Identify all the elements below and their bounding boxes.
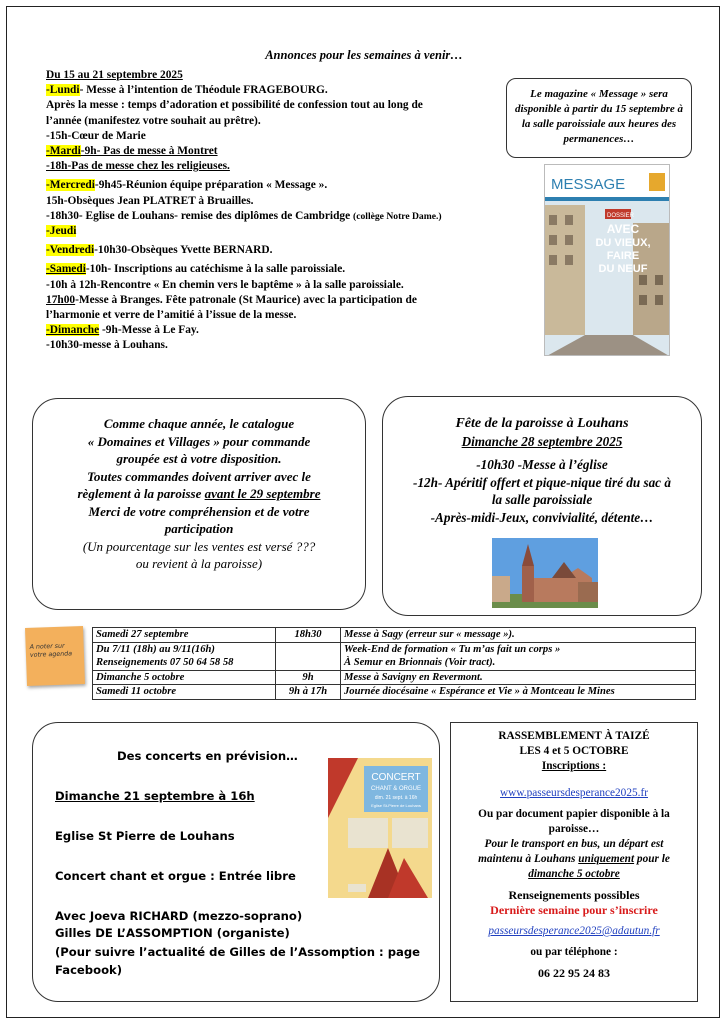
lundi-line-4: -15h-Cœur de Marie xyxy=(46,129,146,142)
concert-artist-1: Avec Joeva RICHARD (mezzo-soprano) xyxy=(55,909,303,923)
fete-line-2: -12h- Apéritif offert et pique-nique tiré du sac à xyxy=(413,474,671,490)
taize-inscriptions: Inscriptions : xyxy=(541,760,607,772)
row-event: Messe à Sagy (erreur sur « message »). xyxy=(341,628,696,643)
row-date: Dimanche 5 octobre xyxy=(93,670,276,685)
day-mercredi: -Mercredi xyxy=(46,179,95,192)
sticky-note: A noter sur votre agenda xyxy=(25,626,85,686)
taize-bus-2b: uniquement xyxy=(578,853,635,865)
vendredi-text: -10h30-Obsèques Yvette BERNARD. xyxy=(94,244,273,257)
catalogue-deadline: avant le 29 septembre xyxy=(204,486,321,501)
samedi-line-4: l’harmonie et verre de l’amitié à l’issue de la messe. xyxy=(46,309,297,322)
fete-title: Fête de la paroisse à Louhans xyxy=(455,416,629,431)
mercredi-line-2: 15h-Obsèques Jean PLATRET à Bruailles. xyxy=(46,194,254,207)
taize-bus-2a: maintenu à Louhans xyxy=(478,853,579,865)
day-mardi: -Mardi xyxy=(46,145,81,158)
row-date xyxy=(93,642,276,670)
row-date: Samedi 11 octobre xyxy=(93,685,276,700)
day-samedi: -Samedi xyxy=(46,263,86,276)
lundi-text: - Messe à l’intention de Théodule FRAGEBOURG. xyxy=(79,84,328,97)
taize-bus-2c: pour le xyxy=(634,853,670,865)
catalogue-line-5a: règlement à la paroisse xyxy=(77,486,205,501)
row-event: Messe à Savigny en Revermont. xyxy=(341,670,696,685)
concert-note-2: Facebook) xyxy=(55,963,123,977)
magazine-cover-illustration xyxy=(545,165,670,356)
taize-bus-3: dimanche 5 octobre xyxy=(528,868,620,880)
day-lundi: -Lundi xyxy=(46,84,80,97)
concert-poster-image xyxy=(328,758,432,898)
row-time xyxy=(276,642,341,670)
cover-headline-3: FAIRE xyxy=(606,250,640,262)
magazine-notice: Le magazine « Message » sera disponible à partir du 15 septembre à la salle paroissiale aux heures des permanences… xyxy=(506,78,692,158)
church-illustration xyxy=(492,538,598,608)
poster-title: CONCERT xyxy=(371,772,421,783)
day-jeudi: -Jeudi xyxy=(46,225,77,238)
church-photo xyxy=(492,538,598,608)
taize-box xyxy=(450,722,698,1002)
poster-subtitle: CHANT & ORGUE xyxy=(371,786,421,792)
catalogue-line-4: Toutes commandes doivent arriver avec le xyxy=(87,468,311,484)
day-vendredi: -Vendredi xyxy=(46,244,95,257)
taize-paper-2: paroisse… xyxy=(548,823,600,835)
cover-headline-4: DU NEUF xyxy=(598,263,648,275)
row-event-line-2: À Semur en Brionnais (Voir tract). xyxy=(344,657,496,669)
taize-website-link[interactable]: www.passeursdesperance2025.fr xyxy=(500,787,648,799)
taize-rens: Renseignements possibles xyxy=(508,888,640,902)
mercredi-line-3-note: (collège Notre Dame.) xyxy=(353,210,442,222)
week-title: Du 15 au 21 septembre 2025 xyxy=(46,69,183,81)
mardi-text: -9h- Pas de messe à Montret xyxy=(80,145,218,158)
row-event: Journée diocésaine « Espérance et Vie » à Montceau le Mines xyxy=(341,685,696,700)
catalogue-line-6: Merci de votre compréhension et de votre xyxy=(88,503,310,519)
taize-title: RASSEMBLEMENT À TAIZÉ xyxy=(498,730,650,742)
fete-line-1: -10h30 -Messe à l’église xyxy=(476,457,608,472)
page-title: Annonces pour les semaines à venir… xyxy=(265,48,463,62)
cover-tag: DOSSIER xyxy=(607,213,635,219)
fete-date: Dimanche 28 septembre 2025 xyxy=(461,433,623,449)
row-date-line-1: Du 7/11 (18h) au 9/11(16h) xyxy=(96,643,215,655)
schedule-table xyxy=(92,627,696,700)
row-event-line-1: Week-End de formation « Tu m’as fait un corps » xyxy=(344,643,561,655)
poster-place: Eglise St-Pierre de Louhans xyxy=(371,803,421,808)
concert-entry: Concert chant et orgue : Entrée libre xyxy=(55,869,296,883)
taize-dates: LES 4 et 5 OCTOBRE xyxy=(519,745,629,757)
taize-paper-1: Ou par document papier disponible à la xyxy=(478,808,670,820)
fete-line-4: -Après-midi-Jeux, convivialité, détente… xyxy=(430,509,654,525)
concert-artist-2: Gilles DE L’ASSOMPTION (organiste) xyxy=(55,926,290,940)
mardi-line-2: -18h-Pas de messe chez les religieuses. xyxy=(46,160,230,173)
dimanche-text: -9h-Messe à Le Fay. xyxy=(99,324,199,337)
catalogue-note-1: (Un pourcentage sur les ventes est versé ??? xyxy=(82,538,316,554)
samedi-text: -10h- Inscriptions au catéchisme à la salle paroissiale. xyxy=(85,263,346,276)
table-row xyxy=(93,642,696,670)
poster-date: dim. 21 sept. à 16h xyxy=(374,795,418,801)
concert-heading: Des concerts en prévision… xyxy=(117,749,298,763)
mercredi-text: -9h45-Réunion équipe préparation « Message ». xyxy=(94,179,328,192)
catalogue-line-2: « Domaines et Villages » pour commande xyxy=(87,433,311,449)
row-time: 9h xyxy=(276,670,341,685)
fete-line-3: la salle paroissiale xyxy=(491,492,593,507)
row-time: 9h à 17h xyxy=(276,685,341,700)
cover-title: MESSAGE xyxy=(551,176,626,193)
row-date-line-2: Renseignements 07 50 64 58 58 xyxy=(96,657,234,669)
samedi-time: 17h00 xyxy=(46,293,76,306)
concert-poster-illustration xyxy=(328,758,432,898)
catalogue-line-1: Comme chaque année, le catalogue xyxy=(103,416,295,431)
lundi-line-2: Après la messe : temps d’adoration et possibilité de confession tout au long de xyxy=(46,99,423,112)
catalogue-box xyxy=(32,398,366,610)
taize-email-link[interactable]: passeursdesperance2025@adautun.fr xyxy=(488,925,660,937)
row-event xyxy=(341,642,696,670)
catalogue-line-7: participation xyxy=(164,521,234,536)
catalogue-note-2: ou revient à la paroisse) xyxy=(135,556,263,571)
concert-date: Dimanche 21 septembre à 16h xyxy=(55,789,255,803)
dimanche-line-2: -10h30-messe à Louhans. xyxy=(46,339,168,352)
table-row xyxy=(93,685,696,700)
taize-phone: 06 22 95 24 83 xyxy=(538,966,610,980)
concert-note-1: (Pour suivre l’actualité de Gilles de l’Assomption : page xyxy=(55,945,421,959)
mercredi-line-3: -18h30- Eglise de Louhans- remise des diplômes de Cambridge xyxy=(46,209,354,222)
taize-bus-1: Pour le transport en bus, un départ est xyxy=(484,838,664,850)
lundi-line-3: l’année (manifestez votre souhait au prêtre). xyxy=(46,114,261,127)
table-row xyxy=(93,670,696,685)
day-dimanche: -Dimanche xyxy=(46,324,100,337)
samedi-line-2: -10h à 12h-Rencontre « En chemin vers le baptême » à la salle paroissiale. xyxy=(46,278,404,291)
taize-last-week: Dernière semaine pour s’inscrire xyxy=(490,903,658,917)
weekly-announcements xyxy=(46,68,516,354)
table-row xyxy=(93,628,696,643)
samedi-line-3: -Messe à Branges. Fête patronale (St Maurice) avec la participation de xyxy=(75,293,417,306)
catalogue-line-3: groupée est à votre disposition. xyxy=(116,451,282,466)
taize-phone-label: ou par téléphone : xyxy=(530,946,618,958)
magazine-cover-image xyxy=(544,164,670,356)
row-date: Samedi 27 septembre xyxy=(93,628,276,643)
row-time: 18h30 xyxy=(276,628,341,643)
concert-place: Eglise St Pierre de Louhans xyxy=(55,829,235,843)
cover-headline-2: DU VIEUX, xyxy=(595,237,651,249)
cover-headline-1: AVEC xyxy=(606,222,640,236)
